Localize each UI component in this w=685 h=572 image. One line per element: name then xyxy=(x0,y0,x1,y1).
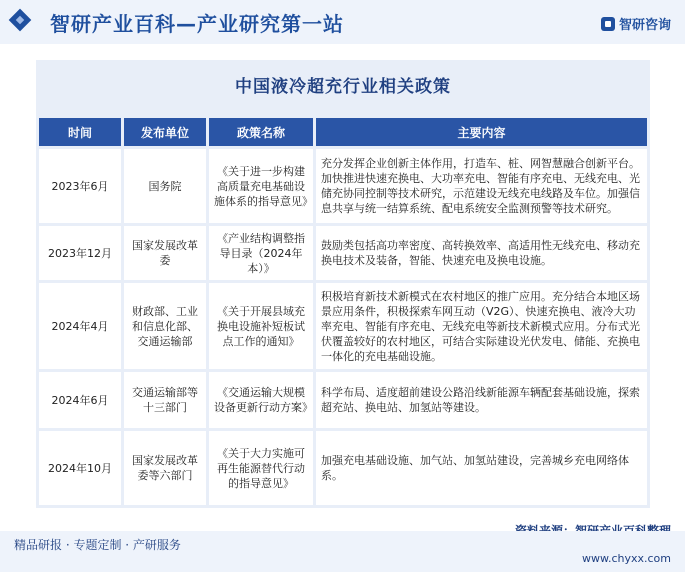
services-tagline: 精品研报 · 专题定制 · 产研服务 xyxy=(14,538,181,552)
table-title: 中国液冷超充行业相关政策 xyxy=(235,76,451,97)
table-row xyxy=(39,283,647,369)
cell-content: 积极培育新技术新模式在农村地区的推广应用。充分结合本地区场景应用条件，积极探索车网互动（V2G）、快速充换电、液冷大功率充电、智能有序充电、无线充电等新技术新模式应用。分布式光伏覆盖较好的农村地区，可结合实际建设光伏发电、储能、充换电一体化的充电基础设施。 xyxy=(316,283,647,369)
cell-policy-name: 《关于进一步构建高质量充电基础设施体系的指导意见》 xyxy=(209,149,313,223)
cell-dept: 交通运输部等十三部门 xyxy=(124,372,206,428)
cell-dept: 国家发展改革委 xyxy=(124,226,206,280)
policy-card xyxy=(36,60,650,508)
cell-policy-name: 《关于大力实施可再生能源替代行动的指导意见》 xyxy=(209,431,313,505)
column-header-content: 主要内容 xyxy=(316,118,647,146)
table-header-row xyxy=(39,118,647,146)
cell-time: 2023年12月 xyxy=(39,226,121,280)
cell-dept: 国务院 xyxy=(124,149,206,223)
cell-time: 2024年10月 xyxy=(39,431,121,505)
cell-policy-name: 《交通运输大规模设备更新行动方案》 xyxy=(209,372,313,428)
cell-content: 充分发挥企业创新主体作用，打造车、桩、网智慧融合创新平台。加快推进快速充换电、大功率充电、智能有序充电、无线充电、光储充协同控制等技术研究，示范建设无线充电线路及车位。加强信息共享与统一结算系统、配电系统安全监测预警等技术研究。 xyxy=(316,149,647,223)
logo[interactable] xyxy=(601,14,671,33)
column-header-time: 时间 xyxy=(39,118,121,146)
cell-content: 鼓励类包括高功率密度、高转换效率、高适用性无线充电、移动充换电技术及装备，智能、快速充电及换电设施。 xyxy=(316,226,647,280)
cell-time: 2024年6月 xyxy=(39,372,121,428)
column-header-name: 政策名称 xyxy=(209,118,313,146)
logo-text: 智研咨询 xyxy=(618,18,671,33)
cell-dept: 财政部、工业和信息化部、交通运输部 xyxy=(124,283,206,369)
cell-content: 加强充电基础设施、加气站、加氢站建设，完善城乡充电网络体系。 xyxy=(316,431,647,505)
cell-time: 2024年4月 xyxy=(39,283,121,369)
table-row xyxy=(39,149,647,223)
cell-content: 科学布局、适度超前建设公路沿线新能源车辆配套基础设施，探索超充站、换电站、加氢站等建设。 xyxy=(316,372,647,428)
policy-table xyxy=(36,115,650,508)
cell-time: 2023年6月 xyxy=(39,149,121,223)
column-header-dept: 发布单位 xyxy=(124,118,206,146)
table-row xyxy=(39,431,647,505)
cell-dept: 国家发展改革委等六部门 xyxy=(124,431,206,505)
cell-policy-name: 《产业结构调整指导目录（2024年本）》 xyxy=(209,226,313,280)
site-title: 智研产业百科—产业研究第一站 xyxy=(50,12,344,36)
logo-mark-icon xyxy=(601,17,615,31)
site-url[interactable]: www.chyxx.com xyxy=(581,552,671,565)
table-row xyxy=(39,372,647,428)
cell-policy-name: 《关于开展县域充换电设施补短板试点工作的通知》 xyxy=(209,283,313,369)
table-row xyxy=(39,226,647,280)
